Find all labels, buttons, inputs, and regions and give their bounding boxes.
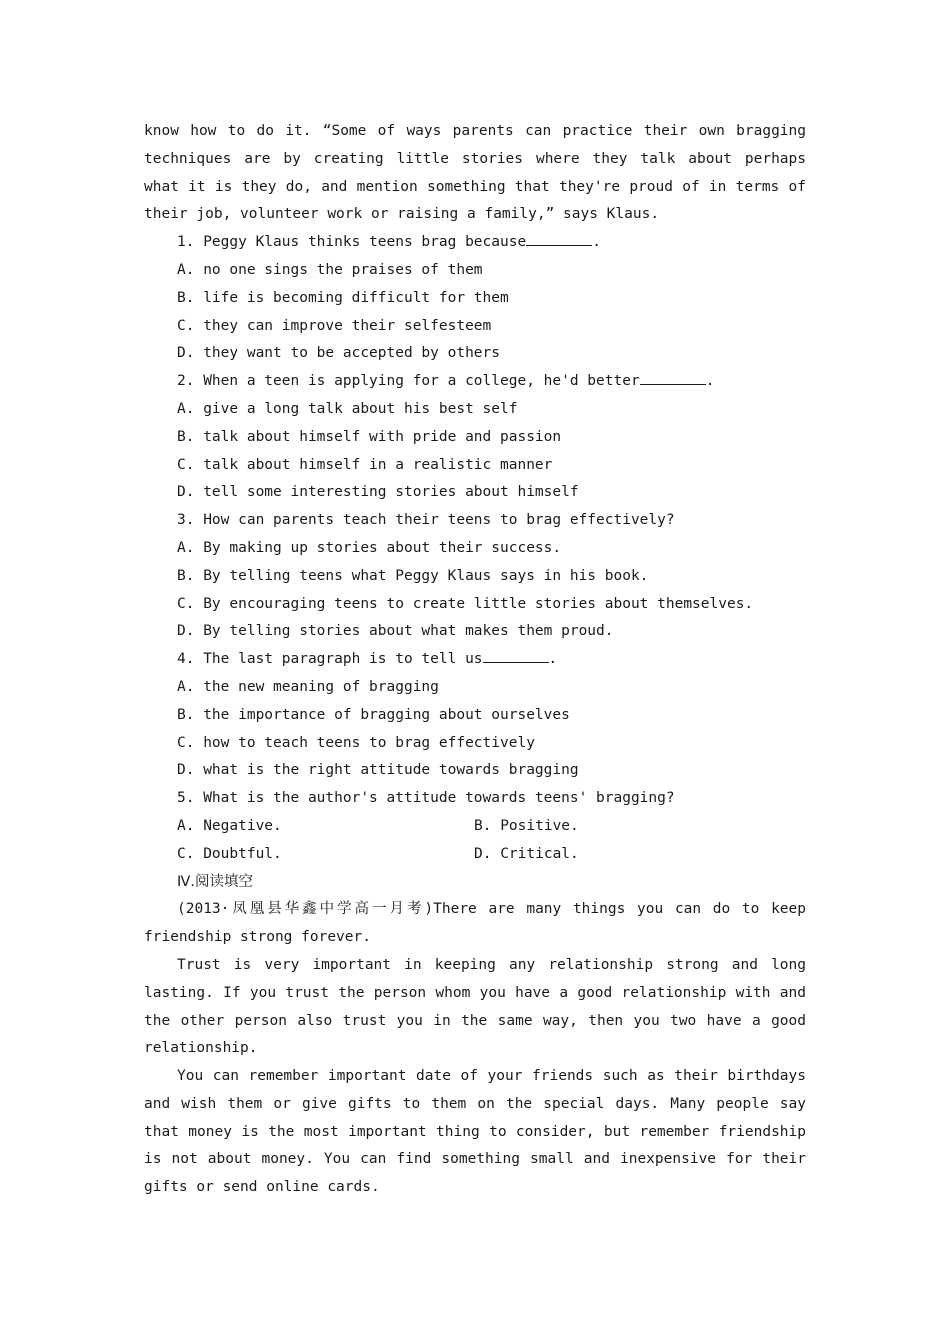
option-b: B. Positive. <box>474 817 579 834</box>
option-d: D. By telling stories about what makes them proud. <box>177 623 614 640</box>
option-b: B. the importance of bragging about ourselves <box>177 706 570 723</box>
option-b: B. By telling teens what Peggy Klaus says in his book. <box>177 567 649 584</box>
answer-blank <box>483 647 549 663</box>
question-stem: 2. When a teen is applying for a college, he'd better . <box>144 368 806 396</box>
option-d: D. tell some interesting stories about himself <box>177 484 579 501</box>
option-d: D. Critical. <box>474 845 579 862</box>
question-5 <box>144 785 806 868</box>
option-a: A. the new meaning of bragging <box>177 678 439 695</box>
options-row <box>144 841 806 869</box>
option-b: B. talk about himself with pride and passion <box>177 428 562 445</box>
option-d: D. what is the right attitude towards bragging <box>177 762 579 779</box>
option-c: C. Doubtful. <box>177 845 282 862</box>
option-a: A. By making up stories about their success. <box>177 539 562 556</box>
passage-paragraph: (2013·凤凰县华鑫中学高一月考)There are many things you can do to keep friendship strong forever. <box>144 901 806 946</box>
passage-paragraph: You can remember important date of your friends such as their birthdays and wish them or give gifts to them on the special days. Many people say that money is the most important thing to consider, but remember friendship is not about money. You can find something small and inexpensive for their gifts or send online cards. <box>144 1068 806 1196</box>
option-a: A. no one sings the praises of them <box>177 261 483 278</box>
intro-paragraph: know how to do it. “Some of ways parents can practice their own bragging techniques are by creating little stories where they talk about perhaps what it is they do, and mention something that they're proud of in terms of their job, volunteer work or raising a family,” says Klaus. <box>144 123 806 223</box>
option-c: C. how to teach teens to brag effectively <box>177 734 535 751</box>
document-page <box>144 118 806 1202</box>
answer-blank <box>640 369 706 385</box>
question-1 <box>144 229 806 368</box>
question-4 <box>144 646 806 785</box>
options-row <box>144 813 806 841</box>
question-2 <box>144 368 806 507</box>
question-stem: 4. The last paragraph is to tell us . <box>144 646 806 674</box>
passage-paragraph: Trust is very important in keeping any relationship strong and long lasting. If you trust the person whom you have a good relationship with and the other person also trust you in the same way, then you two have a good relationship. <box>144 956 806 1057</box>
question-3 <box>144 507 806 646</box>
option-c: C. they can improve their selfesteem <box>177 317 492 334</box>
option-c: C. talk about himself in a realistic manner <box>177 456 553 473</box>
question-stem: 5. What is the author's attitude towards teens' bragging? <box>177 790 675 807</box>
answer-blank <box>526 230 592 246</box>
option-a: A. give a long talk about his best self <box>177 400 518 417</box>
option-b: B. life is becoming difficult for them <box>177 289 509 306</box>
section-heading: Ⅳ.阅读填空 <box>177 873 253 890</box>
question-stem: 1. Peggy Klaus thinks teens brag because . <box>144 229 806 257</box>
option-c: C. By encouraging teens to create little stories about themselves. <box>177 595 754 612</box>
question-stem: 3. How can parents teach their teens to brag effectively? <box>177 512 675 529</box>
option-a: A. Negative. <box>177 817 282 834</box>
option-d: D. they want to be accepted by others <box>177 345 501 362</box>
